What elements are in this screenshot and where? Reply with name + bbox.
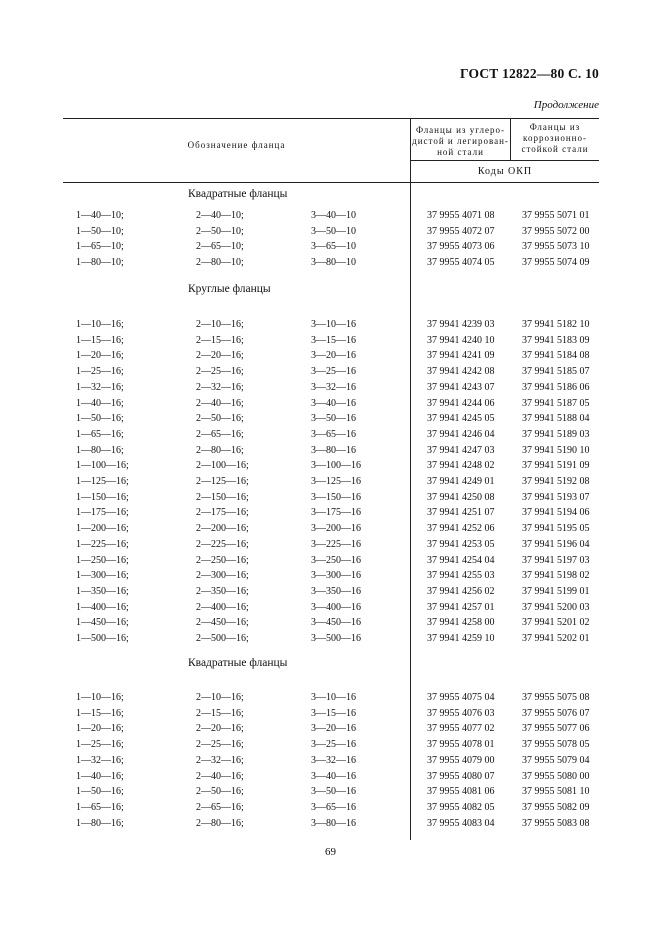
designation-2: 2—450—16;	[196, 617, 249, 629]
okp-code-stainless: 37 9955 5072 00	[522, 225, 590, 237]
okp-code-stainless: 37 9941 5199 01	[522, 585, 590, 597]
okp-code-stainless: 37 9941 5190 10	[522, 444, 590, 456]
okp-code-carbon: 37 9941 4244 06	[427, 397, 495, 409]
okp-code-carbon: 37 9941 4259 10	[427, 633, 495, 644]
okp-code-stainless: 37 9941 5182 10	[522, 319, 590, 330]
designation-3: 3—300—16	[311, 570, 361, 582]
designation-3: 3—40—16	[311, 397, 356, 409]
designation-1: 1—450—16;	[76, 617, 129, 629]
document-header: ГОСТ 12822—80 С. 10	[460, 66, 599, 81]
designation-2: 2—50—16;	[196, 786, 244, 798]
okp-code-stainless: 37 9941 5196 04	[522, 538, 590, 550]
section-title: Квадратные фланцы	[188, 188, 288, 200]
table-row	[0, 443, 661, 458]
okp-code-carbon: 37 9941 4255 03	[427, 570, 495, 582]
okp-code-carbon: 37 9941 4243 07	[427, 381, 495, 393]
designation-2: 2—80—10;	[196, 257, 244, 269]
okp-code-carbon: 37 9955 4081 06	[427, 786, 495, 798]
designation-1: 1—25—16;	[76, 366, 124, 378]
okp-code-carbon: 37 9941 4248 02	[427, 460, 495, 472]
okp-code-stainless: 37 9941 5201 02	[522, 617, 590, 629]
okp-code-stainless: 37 9941 5202 01	[522, 633, 590, 644]
okp-code-stainless: 37 9955 5076 07	[522, 707, 590, 719]
designation-2: 2—500—16;	[196, 633, 249, 644]
okp-code-carbon: 37 9955 4074 05	[427, 257, 495, 269]
table-row	[0, 584, 661, 599]
designation-1: 1—40—16;	[76, 397, 124, 409]
designation-3: 3—250—16	[311, 554, 361, 566]
designation-2: 2—50—10;	[196, 225, 244, 237]
designation-2: 2—225—16;	[196, 538, 249, 550]
designation-1: 1—225—16;	[76, 538, 129, 550]
designation-3: 3—65—16	[311, 428, 356, 440]
table-row	[0, 553, 661, 568]
designation-2: 2—15—16;	[196, 334, 244, 346]
designation-2: 2—300—16;	[196, 570, 249, 582]
designation-2: 2—20—16;	[196, 350, 244, 362]
okp-code-stainless: 37 9955 5081 10	[522, 786, 590, 798]
stainless-steel-header: Фланцы из коррозионно- стойкой стали	[521, 122, 589, 154]
designation-3: 3—15—16	[311, 707, 356, 719]
okp-code-carbon: 37 9941 4242 08	[427, 366, 495, 378]
okp-code-stainless: 37 9955 5073 10	[522, 241, 590, 253]
designation-1: 1—250—16;	[76, 554, 129, 566]
designation-3: 3—10—16	[311, 319, 356, 330]
designation-1: 1—350—16;	[76, 585, 129, 597]
designation-2: 2—25—16;	[196, 739, 244, 751]
designation-1: 1—150—16;	[76, 491, 129, 503]
designation-3: 3—65—10	[311, 241, 356, 253]
designation-1: 1—80—16;	[76, 444, 124, 456]
okp-code-stainless: 37 9955 5075 08	[522, 692, 590, 703]
table-row	[0, 317, 661, 332]
okp-code-stainless: 37 9955 5071 01	[522, 210, 590, 221]
table-top-rule	[63, 118, 599, 119]
okp-code-stainless: 37 9941 5186 06	[522, 381, 590, 393]
table-row	[0, 568, 661, 583]
okp-code-stainless: 37 9941 5191 09	[522, 460, 590, 472]
designation-2: 2—250—16;	[196, 554, 249, 566]
header-bottom-rule	[63, 182, 599, 183]
designation-2: 2—125—16;	[196, 476, 249, 487]
okp-code-carbon: 37 9941 4241 09	[427, 350, 495, 362]
designation-1: 1—65—16;	[76, 801, 124, 813]
okp-code-stainless: 37 9941 5187 05	[522, 397, 590, 409]
table-row	[0, 224, 661, 239]
designation-3: 3—25—16	[311, 739, 356, 751]
designation-3: 3—100—16	[311, 460, 361, 472]
okp-code-carbon: 37 9955 4073 06	[427, 241, 495, 253]
designation-1: 1—80—16;	[76, 817, 124, 829]
designation-1: 1—65—16;	[76, 428, 124, 440]
designation-1: 1—400—16;	[76, 601, 129, 613]
okp-code-carbon: 37 9955 4072 07	[427, 225, 495, 237]
designation-3: 3—15—16	[311, 334, 356, 346]
carbon-steel-header: Фланцы из углеро- дистой и легирован- ной стали	[412, 125, 509, 157]
designation-2: 2—32—16;	[196, 754, 244, 766]
designation-2: 2—65—10;	[196, 241, 244, 253]
designation-1: 1—40—16;	[76, 770, 124, 782]
table-row	[0, 800, 661, 815]
designation-3: 3—450—16	[311, 617, 361, 629]
table-row	[0, 474, 661, 489]
table-row	[0, 600, 661, 615]
okp-code-carbon: 37 9941 4257 01	[427, 601, 495, 613]
codes-rule	[410, 160, 599, 161]
okp-code-stainless: 37 9941 5188 04	[522, 413, 590, 425]
continuation-label: Продолжение	[533, 99, 599, 111]
okp-code-carbon: 37 9941 4239 03	[427, 319, 495, 330]
designation-3: 3—200—16	[311, 523, 361, 535]
okp-code-stainless: 37 9955 5078 05	[522, 739, 590, 751]
designation-3: 3—10—16	[311, 692, 356, 703]
okp-code-carbon: 37 9941 4247 03	[427, 444, 495, 456]
okp-code-carbon: 37 9941 4256 02	[427, 585, 495, 597]
okp-code-stainless: 37 9941 5198 02	[522, 570, 590, 582]
okp-code-stainless: 37 9955 5082 09	[522, 801, 590, 813]
designation-3: 3—400—16	[311, 601, 361, 613]
okp-code-stainless: 37 9955 5077 06	[522, 723, 590, 735]
table-row	[0, 333, 661, 348]
designation-1: 1—175—16;	[76, 507, 129, 519]
okp-code-carbon: 37 9955 4077 02	[427, 723, 495, 735]
designation-3: 3—500—16	[311, 633, 361, 644]
okp-code-stainless: 37 9941 5183 09	[522, 334, 590, 346]
designation-3: 3—40—10	[311, 210, 356, 221]
okp-code-stainless: 37 9941 5194 06	[522, 507, 590, 519]
designation-2: 2—65—16;	[196, 801, 244, 813]
okp-code-carbon: 37 9941 4245 05	[427, 413, 495, 425]
table-row	[0, 490, 661, 505]
designation-3: 3—225—16	[311, 538, 361, 550]
table-row	[0, 411, 661, 426]
okp-codes-header: Коды ОКП	[477, 166, 533, 177]
okp-code-carbon: 37 9955 4082 05	[427, 801, 495, 813]
designation-2: 2—25—16;	[196, 366, 244, 378]
okp-code-carbon: 37 9941 4246 04	[427, 428, 495, 440]
okp-code-carbon: 37 9955 4078 01	[427, 739, 495, 751]
designation-header: Обозначение фланца	[187, 140, 286, 150]
designation-1: 1—50—10;	[76, 225, 124, 237]
designation-3: 3—150—16	[311, 491, 361, 503]
okp-code-stainless: 37 9955 5079 04	[522, 754, 590, 766]
designation-1: 1—20—16;	[76, 723, 124, 735]
designation-1: 1—10—16;	[76, 319, 124, 330]
okp-code-carbon: 37 9941 4258 00	[427, 617, 495, 629]
table-row	[0, 255, 661, 270]
designation-1: 1—32—16;	[76, 381, 124, 393]
designation-3: 3—20—16	[311, 350, 356, 362]
designation-3: 3—80—16	[311, 444, 356, 456]
designation-1: 1—80—10;	[76, 257, 124, 269]
okp-code-carbon: 37 9955 4079 00	[427, 754, 495, 766]
designation-2: 2—350—16;	[196, 585, 249, 597]
section-title: Круглые фланцы	[188, 283, 271, 295]
okp-code-stainless: 37 9941 5193 07	[522, 491, 590, 503]
designation-1: 1—25—16;	[76, 739, 124, 751]
okp-code-carbon: 37 9955 4075 04	[427, 692, 495, 703]
designation-3: 3—80—16	[311, 817, 356, 829]
okp-code-carbon: 37 9955 4080 07	[427, 770, 495, 782]
designation-1: 1—20—16;	[76, 350, 124, 362]
designation-3: 3—80—10	[311, 257, 356, 269]
table-row	[0, 521, 661, 536]
designation-2: 2—15—16;	[196, 707, 244, 719]
table-row	[0, 721, 661, 736]
okp-code-stainless: 37 9955 5080 00	[522, 770, 590, 782]
designation-2: 2—40—16;	[196, 770, 244, 782]
designation-1: 1—32—16;	[76, 754, 124, 766]
okp-code-carbon: 37 9941 4252 06	[427, 523, 495, 535]
okp-code-carbon: 37 9941 4250 08	[427, 491, 495, 503]
okp-code-carbon: 37 9941 4240 10	[427, 334, 495, 346]
table-row	[0, 753, 661, 768]
designation-2: 2—400—16;	[196, 601, 249, 613]
table-row	[0, 427, 661, 442]
designation-2: 2—80—16;	[196, 817, 244, 829]
designation-2: 2—80—16;	[196, 444, 244, 456]
designation-3: 3—20—16	[311, 723, 356, 735]
designation-1: 1—100—16;	[76, 460, 129, 472]
okp-code-carbon: 37 9955 4083 04	[427, 817, 495, 829]
designation-3: 3—125—16	[311, 476, 361, 487]
designation-2: 2—65—16;	[196, 428, 244, 440]
okp-code-stainless: 37 9941 5200 03	[522, 601, 590, 613]
designation-2: 2—20—16;	[196, 723, 244, 735]
designation-3: 3—32—16	[311, 754, 356, 766]
table-row	[0, 396, 661, 411]
okp-code-carbon: 37 9941 4251 07	[427, 507, 495, 519]
okp-code-stainless: 37 9941 5189 03	[522, 428, 590, 440]
okp-code-carbon: 37 9941 4253 05	[427, 538, 495, 550]
table-row	[0, 537, 661, 552]
designation-2: 2—50—16;	[196, 413, 244, 425]
designation-3: 3—40—16	[311, 770, 356, 782]
okp-code-stainless: 37 9941 5197 03	[522, 554, 590, 566]
designation-1: 1—65—10;	[76, 241, 124, 253]
table-row	[0, 364, 661, 379]
designation-1: 1—15—16;	[76, 334, 124, 346]
designation-3: 3—65—16	[311, 801, 356, 813]
okp-code-stainless: 37 9941 5185 07	[522, 366, 590, 378]
okp-code-stainless: 37 9941 5192 08	[522, 476, 590, 487]
okp-code-carbon: 37 9955 4071 08	[427, 210, 495, 221]
designation-2: 2—40—16;	[196, 397, 244, 409]
table-row	[0, 380, 661, 395]
designation-3: 3—50—10	[311, 225, 356, 237]
table-row	[0, 458, 661, 473]
designation-3: 3—32—16	[311, 381, 356, 393]
okp-code-stainless: 37 9955 5083 08	[522, 817, 590, 829]
table-row	[0, 816, 661, 831]
okp-code-stainless: 37 9941 5195 05	[522, 523, 590, 535]
table-row	[0, 348, 661, 363]
page-number: 69	[325, 846, 336, 858]
designation-3: 3—25—16	[311, 366, 356, 378]
designation-3: 3—50—16	[311, 413, 356, 425]
okp-code-carbon: 37 9941 4249 01	[427, 476, 495, 487]
designation-1: 1—200—16;	[76, 523, 129, 535]
table-row	[0, 737, 661, 752]
designation-1: 1—10—16;	[76, 692, 124, 703]
table-row	[0, 690, 661, 705]
okp-code-stainless: 37 9941 5184 08	[522, 350, 590, 362]
designation-2: 2—150—16;	[196, 491, 249, 503]
table-row	[0, 631, 661, 646]
designation-2: 2—32—16;	[196, 381, 244, 393]
designation-1: 1—40—10;	[76, 210, 124, 221]
designation-2: 2—40—10;	[196, 210, 244, 221]
designation-1: 1—15—16;	[76, 707, 124, 719]
designation-1: 1—125—16;	[76, 476, 129, 487]
okp-code-carbon: 37 9955 4076 03	[427, 707, 495, 719]
designation-1: 1—300—16;	[76, 570, 129, 582]
designation-3: 3—350—16	[311, 585, 361, 597]
designation-2: 2—175—16;	[196, 507, 249, 519]
table-row	[0, 784, 661, 799]
designation-1: 1—50—16;	[76, 786, 124, 798]
table-row	[0, 706, 661, 721]
table-row	[0, 615, 661, 630]
table-row	[0, 239, 661, 254]
designation-1: 1—500—16;	[76, 633, 129, 644]
table-row	[0, 769, 661, 784]
table-row	[0, 505, 661, 520]
okp-code-stainless: 37 9955 5074 09	[522, 257, 590, 269]
section-title: Квадратные фланцы	[188, 657, 288, 669]
designation-2: 2—200—16;	[196, 523, 249, 535]
designation-3: 3—175—16	[311, 507, 361, 519]
designation-2: 2—10—16;	[196, 692, 244, 703]
okp-code-carbon: 37 9941 4254 04	[427, 554, 495, 566]
designation-3: 3—50—16	[311, 786, 356, 798]
designation-1: 1—50—16;	[76, 413, 124, 425]
table-row	[0, 208, 661, 223]
designation-2: 2—100—16;	[196, 460, 249, 472]
designation-2: 2—10—16;	[196, 319, 244, 330]
